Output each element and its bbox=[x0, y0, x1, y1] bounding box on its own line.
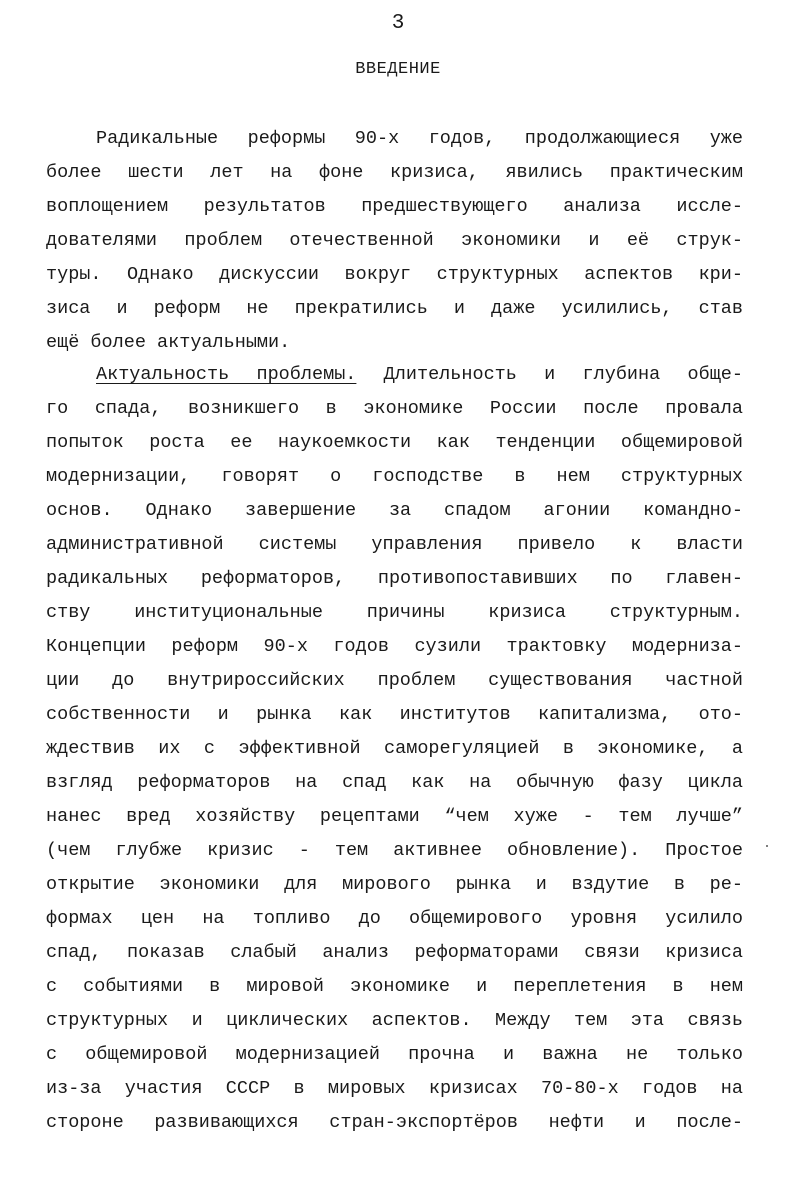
text-line: административной системы управления привело к власти bbox=[46, 534, 743, 555]
text-line: ещё более актуальными. bbox=[46, 332, 291, 353]
text-line: спад, показав слабый анализ реформаторами связи кризиса bbox=[46, 942, 743, 963]
text-line: более шести лет на фоне кризиса, явились практическим bbox=[46, 162, 743, 183]
text-line: зиса и реформ не прекратились и даже усилились, став bbox=[46, 298, 743, 319]
text-line: Радикальные реформы 90-х годов, продолжающиеся уже bbox=[96, 128, 743, 149]
text-line: нанес вред хозяйству рецептами “чем хуже - тем лучше” bbox=[46, 806, 743, 827]
text-line: основ. Однако завершение за спадом агонии командно- bbox=[46, 500, 743, 521]
text-line-first bbox=[46, 358, 743, 392]
text-line: попыток роста ее наукоемкости как тенденции общемировой bbox=[46, 432, 743, 453]
paragraph-intro bbox=[46, 122, 743, 360]
text-line: воплощением результатов предшествующего анализа иссле- bbox=[46, 196, 743, 217]
text-line: модернизации, говорят о господстве в нем структурных bbox=[46, 466, 743, 487]
text-line: ции до внутрироссийских проблем существования частной bbox=[46, 670, 743, 691]
text-line: (чем глубже кризис - тем активнее обновление). Простое bbox=[46, 840, 743, 861]
text-line: открытие экономики для мирового рынка и вздутие в ре- bbox=[46, 874, 743, 895]
section-heading: ВВЕДЕНИЕ bbox=[355, 60, 441, 79]
text-line: дователями проблем отечественной экономики и её струк- bbox=[46, 230, 743, 251]
paragraph-relevance bbox=[46, 358, 743, 1140]
text-line: радикальных реформаторов, противопоставивших по главен- bbox=[46, 568, 743, 589]
text-line: туры. Однако дискуссии вокруг структурных аспектов кри- bbox=[46, 264, 743, 285]
text-line: из-за участия СССР в мировых кризисах 70-80-х годов на bbox=[46, 1078, 743, 1099]
text-line: ству институциональные причины кризиса структурным. bbox=[46, 602, 743, 623]
page-number: 3 bbox=[391, 12, 405, 35]
text-line: стороне развивающихся стран-экспортёров нефти и после- bbox=[46, 1112, 743, 1133]
scan-speck bbox=[766, 845, 768, 847]
text-line: ждествив их с эффективной саморегуляцией в экономике, а bbox=[46, 738, 743, 759]
text-line: Концепции реформ 90-х годов сузили трактовку модерниза- bbox=[46, 636, 743, 657]
text-line: го спада, возникшего в экономике России после провала bbox=[46, 398, 743, 419]
text-line-rest: Длительность и глубина обще- bbox=[356, 364, 743, 385]
text-line: взгляд реформаторов на спад как на обычную фазу цикла bbox=[46, 772, 743, 793]
text-line: с общемировой модернизацией прочна и важна не только bbox=[46, 1044, 743, 1065]
text-line: с событиями в мировой экономике и переплетения в нем bbox=[46, 976, 743, 997]
text-line: формах цен на топливо до общемирового уровня усилило bbox=[46, 908, 743, 929]
relevance-title: Актуальность проблемы. bbox=[96, 364, 357, 385]
text-line: собственности и рынка как институтов капитализма, ото- bbox=[46, 704, 743, 725]
text-line: структурных и циклических аспектов. Между тем эта связь bbox=[46, 1010, 743, 1031]
